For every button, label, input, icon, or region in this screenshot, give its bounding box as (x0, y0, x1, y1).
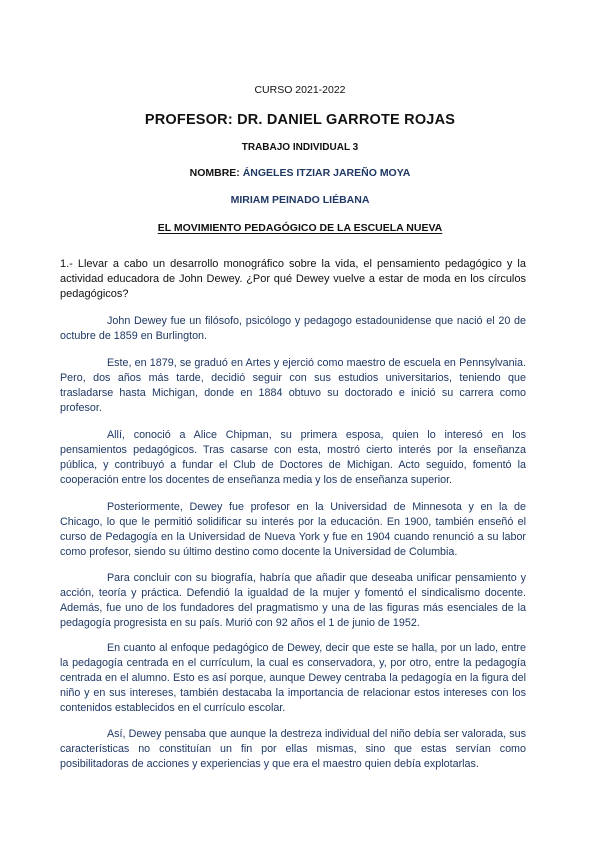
course-heading: CURSO 2021-2022 (254, 84, 346, 96)
body-paragraph: Este, en 1879, se graduó en Artes y ejerció como maestro de escuela en Pennsylvania. Pero, dos años más tarde, decidió seguir con sus estudios universitarios, teniendo que trasladarse hasta Michigan, donde en 1884 obtuvo su doctorado e inició su carrera como profesor. (60, 356, 526, 414)
second-student-name: MIRIAM PEINADO LIÉBANA (230, 194, 370, 206)
body-paragraph: Allí, conoció a Alice Chipman, su primera esposa, quien lo interesó en los pensamientos pedagógicos. Tras casarse con esta, mostró cierto interés por la enseñanza pública, y contribuyó a fundar el Club de Doctores de Michigan. Acto seguido, fomentó la cooperación entre los docentes de enseñanza media y los de enseñanza superior. (60, 428, 526, 486)
student-name-value: ÁNGELES ITZIAR JAREÑO MOYA (242, 167, 411, 179)
body-paragraph: Para concluir con su biografía, habría que añadir que deseaba unificar pensamiento y acción, teoría y práctica. Defendió la igualdad de la mujer y fomentó el sindicalismo docente. Además, fue uno de los fundadores del pragmatismo y una de las figuras más esenciales de la pedagogía progresista en su país. Murió con 92 años el 1 de junio de 1952. (60, 571, 526, 629)
body-paragraph: John Dewey fue un filósofo, psicólogo y pedagogo estadounidense que nació el 20 de octubre de 1859 en Burlington. (60, 314, 526, 342)
document-topic: EL MOVIMIENTO PEDAGÓGICO DE LA ESCUELA NUEVA (157, 222, 443, 234)
student-name-label: NOMBRE: (189, 167, 240, 179)
body-paragraph: Posteriormente, Dewey fue profesor en la Universidad de Minnesota y en la de Chicago, lo que le permitió solidificar su interés por la educación. En 1900, también enseñó el curso de Pedagogía en la Universidad de Nueva York y fue en 1904 cuando renunció a su labor como profesor, siendo su último destino como docente la Universidad de Columbia. (60, 500, 526, 558)
work-heading: TRABAJO INDIVIDUAL 3 (241, 142, 359, 153)
student-name-line (0, 167, 600, 179)
body-paragraph: En cuanto al enfoque pedagógico de Dewey, decir que este se halla, por un lado, entre la pedagogía centrada en el currículum, la cual es conservadora, y, por otro, entre la pedagogía centrada en el alumno. Esto es así porque, aunque Dewey centraba la pedagogía en la figura del niño y en sus intereses, también destacaba la importancia de relacionar estos intereses con los contenidos establecidos en el currículo escolar. (60, 641, 526, 714)
body-paragraph: Así, Dewey pensaba que aunque la destreza individual del niño debía ser valorada, sus características no constituían un fin por ellas mismas, sino que estas servían como posibilitadoras de acciones y experiencias y que era el maestro quien debía explotarlas. (60, 727, 526, 770)
professor-heading: PROFESOR: DR. DANIEL GARROTE ROJAS (144, 112, 456, 128)
assignment-question: 1.- Llevar a cabo un desarrollo monográfico sobre la vida, el pensamiento pedagógico y la actividad educadora de John Dewey. ¿Por qué Dewey vuelve a estar de moda en los círculos pedagógicos? (60, 258, 526, 300)
